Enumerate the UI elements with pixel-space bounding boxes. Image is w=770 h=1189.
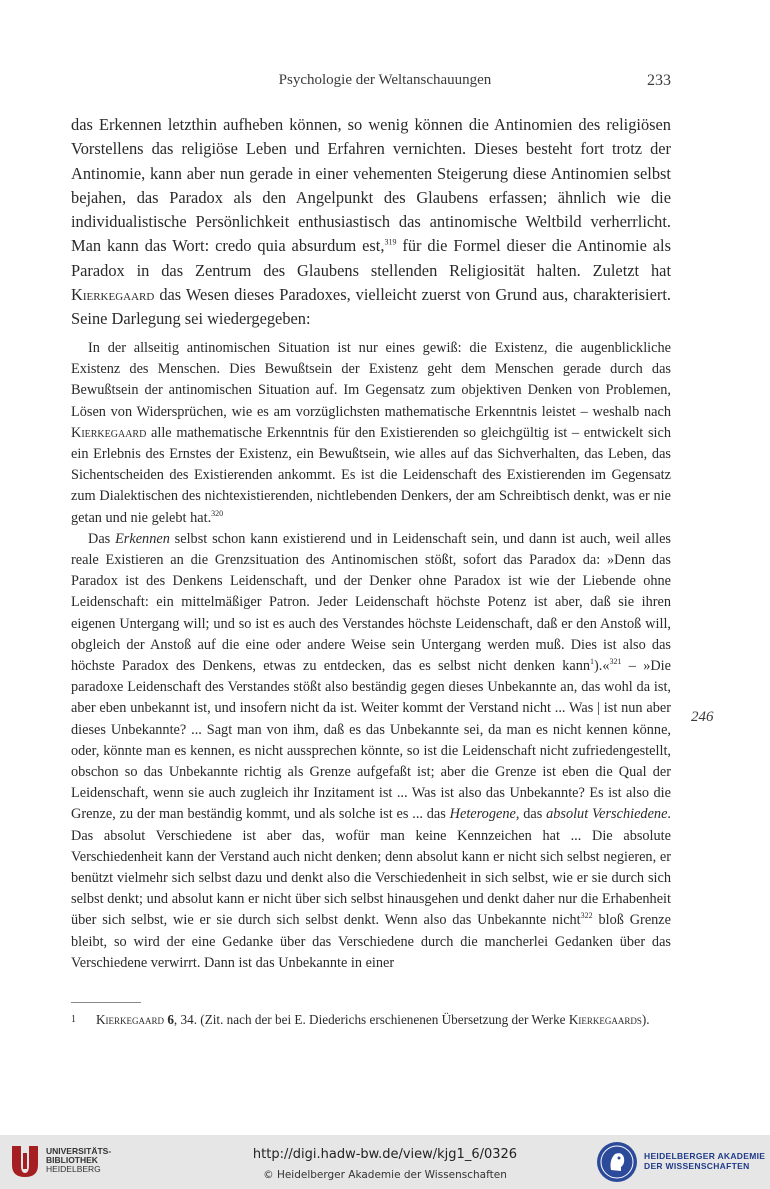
block-quote <box>71 338 671 974</box>
footer-bar <box>0 1135 770 1189</box>
footnote-ref: 1 <box>590 657 595 667</box>
footnote-ref: 319 <box>384 238 397 248</box>
author-name: Kierkegaard <box>71 424 147 441</box>
footnote-ref: 321 <box>609 657 622 667</box>
paragraph: das Erkennen letzthin aufheben können, so wenig können die Antinomien des religiösen Vorstellens das religiöse Leben und Erfahren vernichten. Dieses besteht fort trotz der Antinomie, kann aber nun gerade in einer vehementen Steigerung diese Antinomien selbst bejahen, das Paradox als den Angelpunkt des Glaubens erfassen; ähnlich wie die individualistische Persönlichkeit enthusiastisch das antinomische Weltbild verherrlicht. Man kann das Wort: credo quia absurdum est,$^{319}$ für die Formel dieser die Antinomie als Paradox in das Zentrum des Glaubens stellenden Religiosität halten. Zuletzt hat Kierkegaard das Wesen dieses Paradoxes, vielleicht zuerst von Grund aus, charakterisiert. Seine Darlegung sei wiedergegeben: <box>71 115 671 329</box>
author-name: Kierkegaard <box>71 285 155 305</box>
quote-paragraph: In der allseitig antinomischen Situation ist nur eines gewiß: die Existenz, die augenblickliche Existenz des Menschen. Dies Bewußtsein der Existenz geht dem Menschen gerade durch das Bewußtsein der antinomischen Situation auf. Im Gegensatz zum objektiven Denken von Problemen, Lösen von Widersprüchen, wie es am vorzüglichsten mathematische Erkenntnis leistet – weshalb nach Kierkegaard alle mathematische Erkenntnis für den Existierenden so gleichgültig ist – entwickelt sich ein Erlebnis des Ernstes der Existenz, ein Bewußtsein, wie alles auf das Sichverhalten, das Leben, das Sichentscheiden des Existierenden ankommt. Es ist die Leidenschaft des Existierenden im Gegensatz zum Dialektischen des nichtexistierenden, nichtlebenden Denkers, der am Schreibtisch denkt, was er nie getan und nie gelebt hat.$^{320}$ <box>71 340 671 526</box>
university-library-name: UNIVERSITÄTS- BIBLIOTHEK HEIDELBERG <box>46 1146 112 1174</box>
footnote-ref: 322 <box>580 911 593 921</box>
academy-seal-icon[interactable] <box>595 1140 639 1184</box>
body-text <box>71 113 671 332</box>
footnote-ref: 320 <box>211 508 224 518</box>
margin-page-reference: 246 <box>691 709 714 725</box>
footnote-number: 1 <box>71 1014 76 1025</box>
quote-paragraph: Das Erkennen selbst schon kann existierend und in Leidenschaft sein, und dann ist auch, weil alles reale Existieren an die Grenzsituation des Antinomischen stößt, sofort das Paradox da: »Denn das Paradox ist des Denkens Leidenschaft, und der Denker ohne Paradox ist wie der Liebende ohne Leidenschaft: ein mittelmäßiger Patron. Jeder Leidenschaft höchste Potenz ist aber, daß sie ihren eigenen Untergang will; und so ist es auch des Verstandes höchste Leidenschaft, daß er den Anstoß will, obgleich der Anstoß auf die eine oder andere Weise sein Untergang werden muß. Dies ist also das höchste Paradox des Denkens, etwas zu entdecken, das es selbst nicht denken kann$^1$).«$^{321}$ – »Die paradoxe Leidenschaft des Verstandes stößt also beständig gegen dieses Unbekannte an, das wohl da ist, aber eben unbekannt ist, und insofern nicht da ist. Weiter kommt der Verstand nicht ... Was | ist nun aber dieses Unbekannte? ... Sagt man von ihm, daß es das Unbekannte sei, da man es nicht kennen könne, oder, könnte man es kennen, es nicht aussprechen könnte, so ist die Leidenschaft nicht zufriedengestellt, obschon so das Unbekannte richtig als Grenze aufgefaßt ist; aber die Grenze ist eben die Qual der Leidenschaft, wenn sie auch zugleich ihr Inzitament ist ... Was ist also das Unbekannte? Es ist also die Grenze, zu der man beständig kommt, und als solche ist es ... das Heterogene, das absolut Verschiedene. Das absolut Verschiedene ist aber das, wofür man keine Kennzeichen hat ... Die absolute Verschiedenheit kann der Verstand auch nicht denken; denn absolut kann er nicht sich selbst negieren, er benützt vielmehr sich selbst dazu und denkt also die Verschiedenheit in sich selbst, wie er sie durch sich selbst denkt; und absolut kann er nicht über sich selbst hinausgehen und denkt daher nur die Erhabenheit über sich selbst, wie er sie durch sich selbst denkt. Wenn also das Unbekannte nicht$^{322}$ bloß Grenze bleibt, so wird der eine Gedanke über das Verschiedene durch die mancherlei Gedanken über das Verschiedene verwirrt. Dann ist das Unbekannte in einer <box>71 530 672 971</box>
permalink-url[interactable]: http://digi.hadw-bw.de/view/kjg1_6/0326 <box>252 1147 518 1162</box>
copyright-notice: © Heidelberger Akademie der Wissenschaften <box>263 1169 507 1181</box>
footnote-divider <box>71 1002 141 1003</box>
running-header: Psychologie der Weltanschauungen <box>278 72 492 88</box>
academy-name: HEIDELBERGER AKADEMIE DER WISSENSCHAFTEN <box>644 1151 766 1171</box>
page-number: 233 <box>647 72 671 89</box>
footnote <box>71 1010 671 1030</box>
footnote-text: Kierkegaard 6, 34. (Zit. nach der bei E. Diederichs erschienenen Übersetzung der Werke Kierkegaards). <box>96 1012 650 1027</box>
